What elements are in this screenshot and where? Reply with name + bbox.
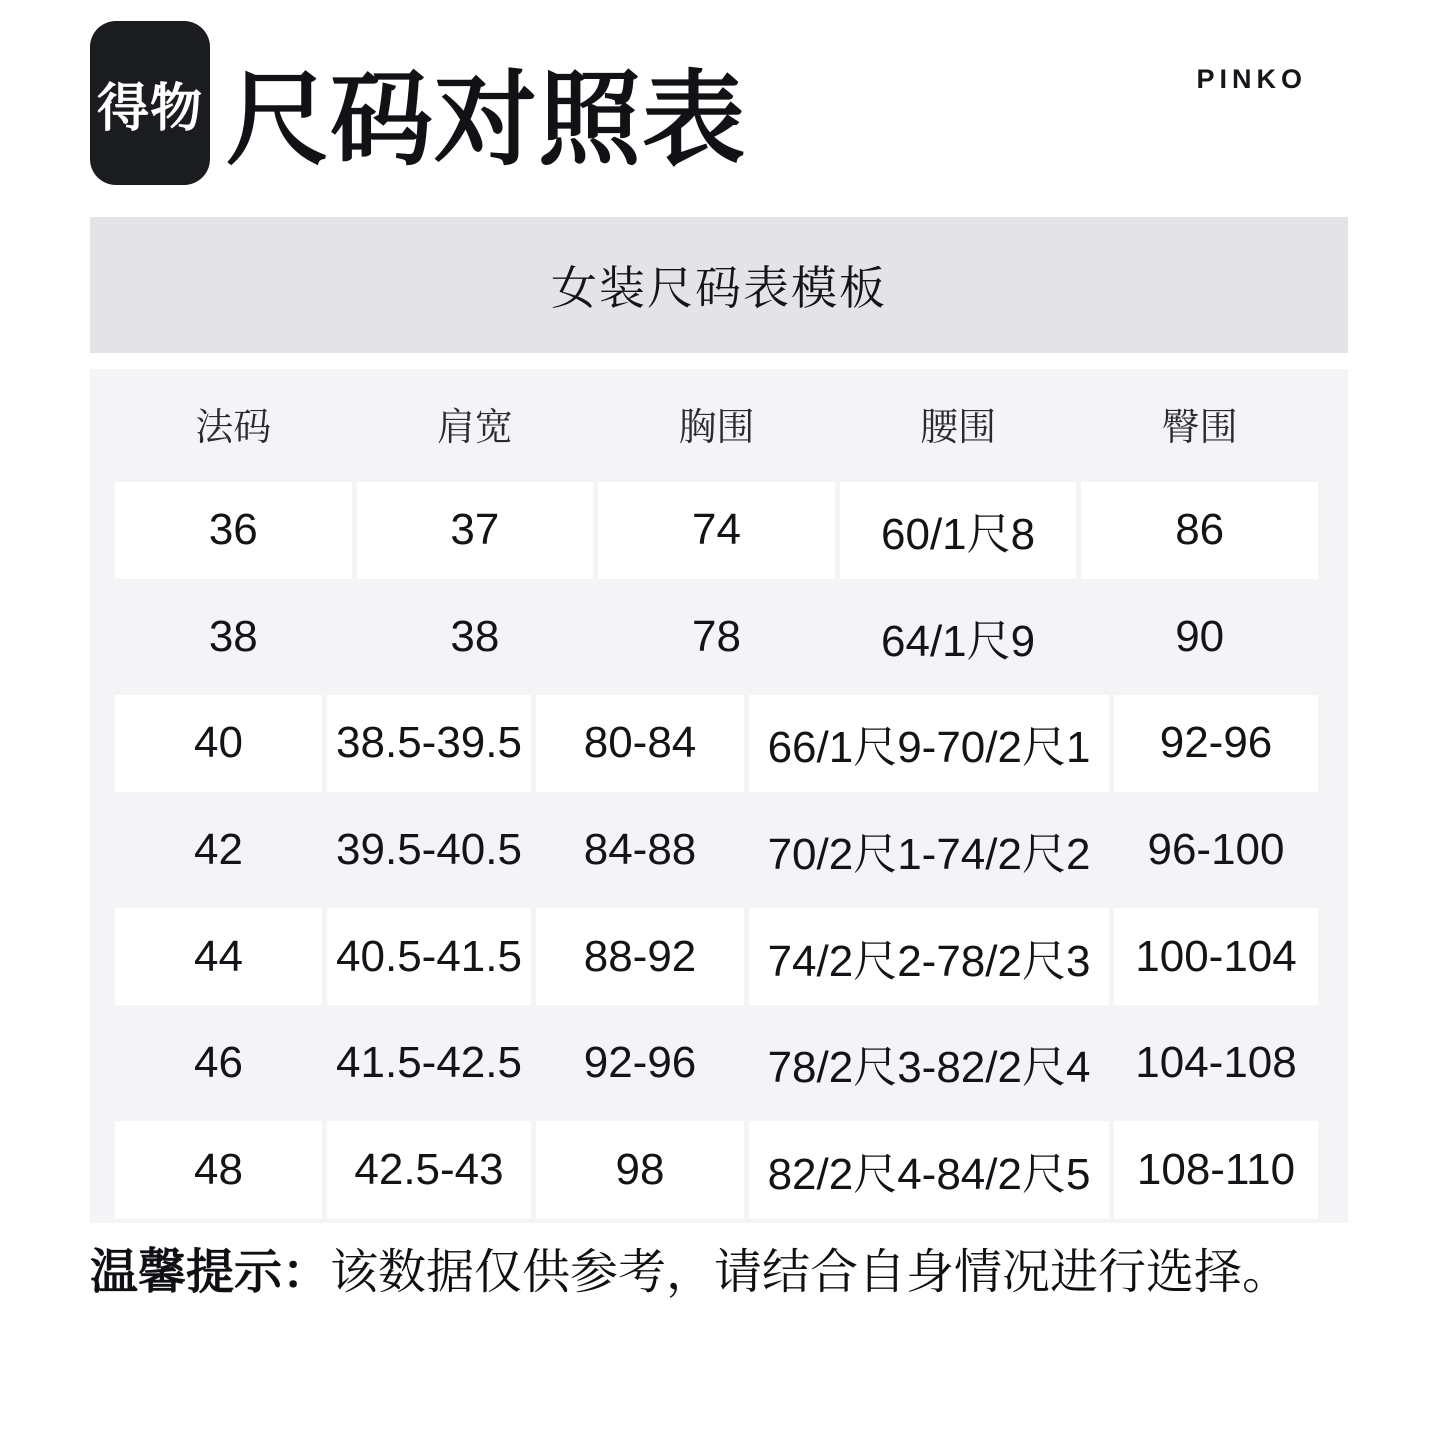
- table-row: [115, 1010, 1318, 1117]
- table-cell: 80-84: [536, 695, 744, 793]
- table-cell: 86: [1081, 482, 1318, 580]
- table-cell: 74: [598, 482, 835, 580]
- table-cell: 100-104: [1114, 908, 1318, 1006]
- table-cell: 92-96: [583, 1038, 697, 1088]
- table-cell: 36: [115, 482, 352, 580]
- table-header-row: [115, 369, 1318, 477]
- table-cell: 42: [194, 825, 243, 875]
- table-cell: 46: [194, 1038, 243, 1088]
- table-cell: 40.5-41.5: [327, 908, 531, 1006]
- table-cell: 88-92: [536, 908, 744, 1006]
- table-cell: 39.5-40.5: [336, 825, 522, 875]
- dewu-logo: [90, 21, 210, 185]
- page-title: 尺码对照表: [226, 62, 746, 177]
- table-cell: 98: [536, 1121, 744, 1219]
- footer-tip-label: 温馨提示：: [90, 1246, 331, 1299]
- table-row: [115, 584, 1318, 691]
- column-header: 法码: [195, 406, 272, 449]
- table-cell: 92-96: [1114, 695, 1318, 793]
- table-row: [115, 903, 1318, 1010]
- table-cell: 60/1尺8: [840, 482, 1077, 580]
- table-row: [115, 797, 1318, 904]
- table-cell: 74/2尺2-78/2尺3: [749, 908, 1109, 1006]
- table-row: [115, 690, 1318, 797]
- table-cell: 40: [115, 695, 322, 793]
- column-header: 肩宽: [436, 406, 513, 449]
- table-cell: 44: [115, 908, 322, 1006]
- table-cell: 38: [208, 611, 258, 661]
- table-cell: 42.5-43: [327, 1121, 531, 1219]
- table-cell: 104-108: [1135, 1038, 1297, 1088]
- table-row: [115, 1116, 1318, 1223]
- table-cell: 96-100: [1147, 825, 1285, 875]
- dewu-logo-text: 得物: [96, 79, 203, 138]
- column-header: 臀围: [1161, 406, 1238, 449]
- column-header: 胸围: [678, 406, 755, 449]
- table-cell: 38.5-39.5: [327, 695, 531, 793]
- table-cell: 66/1尺9-70/2尺1: [749, 695, 1109, 793]
- footer-tip-text: 该数据仅供参考，请结合自身情况进行选择。: [330, 1246, 1291, 1299]
- table-cell: 48: [115, 1121, 322, 1219]
- column-header: 腰围: [920, 406, 997, 449]
- table-cell: 78/2尺3-82/2尺4: [767, 1043, 1091, 1093]
- table-cell: 37: [357, 482, 594, 580]
- table-cell: 82/2尺4-84/2尺5: [749, 1121, 1109, 1219]
- section-bar: [90, 217, 1348, 353]
- brand-logo-pinko: PINKO: [1196, 64, 1307, 94]
- table-cell: 90: [1175, 611, 1225, 661]
- footer-tip: [90, 1243, 1380, 1303]
- table-cell: 78: [692, 611, 741, 661]
- table-cell: 84-88: [583, 825, 697, 875]
- table-cell: 41.5-42.5: [336, 1038, 522, 1088]
- table-cell: 108-110: [1114, 1121, 1318, 1219]
- section-bar-title: 女装尺码表模板: [551, 262, 887, 314]
- table-cell: 70/2尺1-74/2尺2: [767, 830, 1091, 880]
- table-row: [115, 477, 1318, 584]
- size-table: [90, 369, 1348, 1223]
- table-cell: 38: [450, 611, 500, 661]
- table-cell: 64/1尺9: [881, 616, 1036, 666]
